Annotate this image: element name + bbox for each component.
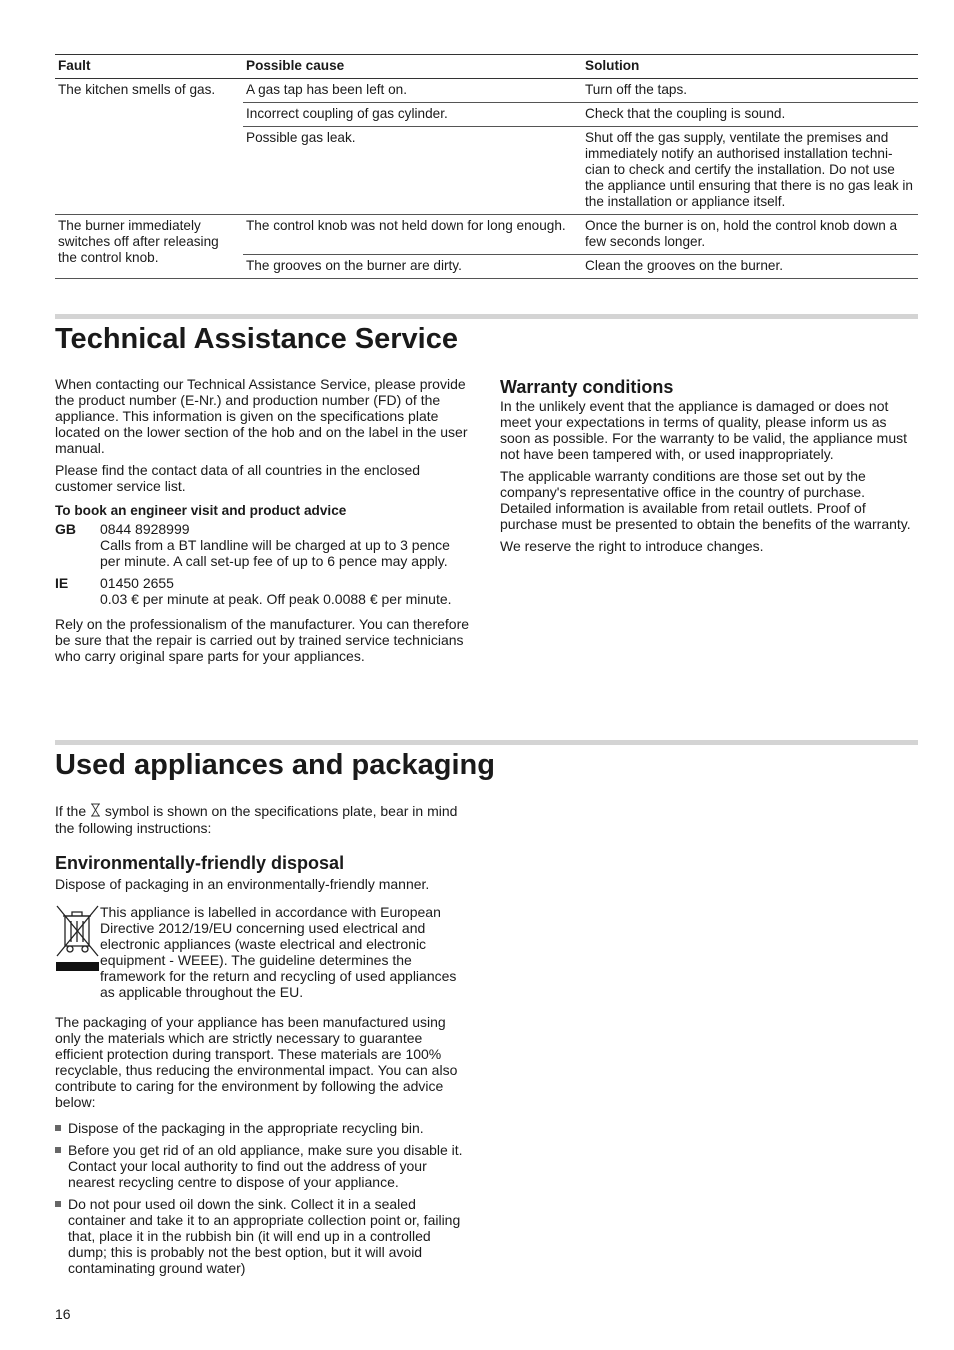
solution-cell: Turn off the taps. bbox=[582, 79, 918, 103]
call-charge-note: 0.03 € per minute at peak. Off peak 0.0088 € per minute. bbox=[100, 591, 452, 607]
list-item: Do not pour used oil down the sink. Collect it in a sealed container and take it to an appropriate collection point or, failing that, place it in the rubbish bin (it will end up in a controlled dump; this is probably not the best option, but it will avoid contaminating ground water) bbox=[55, 1196, 473, 1276]
fault-cell: The kitchen smells of gas. bbox=[55, 79, 243, 215]
phone-number: 01450 2655 bbox=[100, 575, 174, 591]
header-fault: Fault bbox=[55, 55, 243, 79]
header-solution: Solution bbox=[582, 55, 918, 79]
header-possible-cause: Possible cause bbox=[243, 55, 582, 79]
cause-cell: A gas tap has been left on. bbox=[243, 79, 582, 103]
page-number: 16 bbox=[55, 1306, 71, 1322]
solution-cell: Once the burner is on, hold the control knob down a few seconds longer. bbox=[582, 215, 918, 255]
country-code: GB bbox=[55, 521, 76, 537]
warranty-title: Warranty conditions bbox=[500, 377, 674, 397]
tas-paragraph: When contacting our Technical Assistance Service, please provide the product number (E-Nr.) and production number (FD) of the appliance. This information is given on the specifications plate located on the lower section of the hob and on the label in the user manual. bbox=[55, 376, 468, 456]
table-header-row bbox=[55, 55, 918, 79]
section-divider bbox=[55, 740, 918, 745]
env-disposal-paragraph: Dispose of packaging in an environmentally-friendly manner. bbox=[55, 876, 430, 892]
cause-cell: The grooves on the burner are dirty. bbox=[243, 255, 582, 279]
tas-left-column bbox=[55, 376, 473, 670]
hourglass-icon bbox=[90, 803, 101, 820]
booking-heading: To book an engineer visit and product advice bbox=[55, 503, 347, 518]
phone-number: 0844 8928999 bbox=[100, 521, 190, 537]
advice-list bbox=[55, 1120, 473, 1276]
call-charge-note: Calls from a BT landline will be charged at up to 3 pence per minute. A call set-up fee of up to 6 pence may apply. bbox=[100, 537, 450, 569]
env-disposal-title: Environmentally-friendly disposal bbox=[55, 853, 345, 873]
cause-cell: Incorrect coupling of gas cylinder. bbox=[243, 103, 582, 127]
country-code: IE bbox=[55, 575, 69, 591]
warranty-column bbox=[500, 376, 918, 560]
weee-text: This appliance is labelled in accordance with European Directive 2012/19/EU concerning used electrical and electronic appliances (waste electrical and electronic equipment - WEEE). The guideline determines the framework for the return and recycling of used appliances as applicable throughout the EU. bbox=[100, 904, 457, 1000]
fault-cell: The burner immediately switches off after releasing the control knob. bbox=[55, 215, 243, 279]
bullet-square-icon bbox=[55, 1125, 61, 1131]
warranty-paragraph: We reserve the right to introduce changes. bbox=[500, 538, 764, 554]
used-appliances-column bbox=[55, 803, 473, 1282]
weee-notice bbox=[55, 904, 473, 1000]
tas-paragraph: Rely on the professionalism of the manufacturer. You can therefore be sure that the repair is carried out by trained service technicians who carry original spare parts for your appliances. bbox=[55, 616, 470, 664]
solution-cell: Check that the coupling is sound. bbox=[582, 103, 918, 127]
list-item: Before you get rid of an old appliance, make sure you disable it. Contact your local authority to find out the address of your nearest recycling centre to dispose of your appliance. bbox=[55, 1142, 473, 1190]
section-title-tas: Technical Assistance Service bbox=[55, 323, 458, 355]
bullet-square-icon bbox=[55, 1201, 61, 1207]
solution-cell: Clean the grooves on the burner. bbox=[582, 255, 918, 279]
solution-cell: Shut off the gas supply, ventilate the premises and immediately notify an authorised installation techni-cian to check and certify the installation. Do not use the appliance until ensuring that there is no gas leak in the installation or appliance itself. bbox=[582, 127, 918, 215]
warranty-paragraph: In the unlikely event that the appliance is damaged or does not meet your expectations in terms of quality, please inform us as soon as possible. For the warranty to be valid, the appliance must not have been tampered with, or used inappropriately. bbox=[500, 398, 907, 462]
cause-cell: Possible gas leak. bbox=[243, 127, 582, 215]
contact-entry-ie bbox=[55, 575, 473, 607]
section-title-used-appliances: Used appliances and packaging bbox=[55, 749, 495, 781]
list-item: Dispose of the packaging in the appropriate recycling bin. bbox=[55, 1120, 473, 1136]
intro-paragraph: If the symbol is shown on the specifications plate, bear in mind the following instructions: bbox=[55, 803, 458, 836]
bullet-square-icon bbox=[55, 1147, 61, 1153]
crossed-bin-icon bbox=[55, 904, 100, 1000]
table-row bbox=[55, 79, 918, 103]
tas-paragraph: Please find the contact data of all countries in the enclosed customer service list. bbox=[55, 462, 421, 494]
packaging-paragraph: The packaging of your appliance has been manufactured using only the materials which are strictly necessary to guarantee efficient protection during transport. These materials are 100% recyclable, thus reducing the environmental impact. You can also contribute to caring for the environment by following the advice below: bbox=[55, 1014, 458, 1110]
warranty-paragraph: The applicable warranty conditions are those set out by the company's representative office in the country of purchase. Detailed information is available from retail outlets. Proof of purchase must be presented to obtain the benefits of the warranty. bbox=[500, 468, 911, 532]
contact-entry-gb bbox=[55, 521, 473, 569]
cause-cell: The control knob was not held down for long enough. bbox=[243, 215, 582, 255]
section-divider bbox=[55, 314, 918, 319]
fault-table bbox=[55, 54, 918, 279]
table-row bbox=[55, 215, 918, 255]
